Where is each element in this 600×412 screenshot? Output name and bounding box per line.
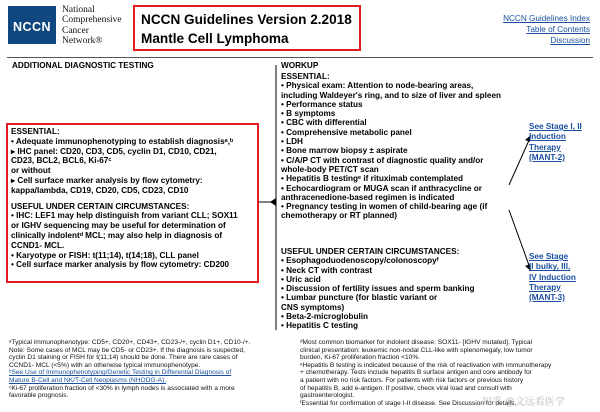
table-of-contents-link[interactable]: Table of Contents <box>526 25 590 34</box>
org-name-line: Network® <box>62 35 103 46</box>
footnote-link-nhodg[interactable]: Mature B-Cell and NK/T-Cell Neoplasms (NHODG-A). <box>9 376 167 384</box>
testing-line: • Cell surface marker analysis by flow cytometry: CD200 <box>11 260 230 270</box>
guideline-disease-title: Mantle Cell Lymphoma <box>141 31 289 46</box>
workup-item: • Hepatitis B testingᵉ if rituximab contemplated <box>281 174 463 184</box>
testing-line: ▸ Cell surface marker analysis by flow cytometry: <box>11 175 203 185</box>
workup-item: • Discussion of fertility issues and sperm banking <box>281 284 475 294</box>
additional-testing-heading: ADDITIONAL DIAGNOSTIC TESTING <box>12 61 154 70</box>
footnote-line: ᶠEssential for confirmation of stage I-II disease. See Discussion for details. <box>300 399 517 407</box>
stage-link-line[interactable]: Therapy <box>529 282 561 292</box>
arrow-to-stage-2 <box>509 210 530 268</box>
stage-link-line[interactable]: (MANT-3) <box>529 293 565 303</box>
workup-item: • Performance status <box>281 99 363 109</box>
stage-link-line[interactable]: Induction <box>529 132 566 142</box>
testing-line: • IHC: LEF1 may help distinguish from variant CLL; SOX11 <box>11 211 238 221</box>
org-name-line: Cancer <box>62 25 89 36</box>
footnote-line: favorable prognosis. <box>9 392 69 400</box>
footnote-line: CCND1- MCL (<5%) with an otherwise typical immunophenotype. <box>9 361 201 369</box>
workup-item: • LDH <box>281 137 303 147</box>
stage-link-line[interactable]: IV Induction <box>529 272 576 282</box>
guideline-version-title: NCCN Guidelines Version 2.2018 <box>141 12 352 27</box>
testing-line: or IGHV sequencing may be useful for determination of <box>11 221 226 231</box>
workup-item: whole-body PET/CT scan <box>281 164 379 174</box>
zhihu-watermark: 知乎 @文远看医学 <box>482 397 565 408</box>
workup-item: • Comprehensive metabolic panel <box>281 127 412 137</box>
workup-item: • C/A/P CT with contrast of diagnostic quality and/or <box>281 155 484 165</box>
workup-useful-heading: USEFUL UNDER CERTAIN CIRCUMSTANCES: <box>281 247 460 256</box>
nccn-logo-text: NCCN <box>12 20 52 34</box>
workup-heading: WORKUP <box>281 61 319 70</box>
workup-item: • Uric acid <box>281 274 321 284</box>
org-name-line: Comprehensive <box>62 15 122 26</box>
stage-1-2-induction-link[interactable] <box>529 122 582 163</box>
arrow-head <box>270 198 276 206</box>
footnote-line: ᵃTypical immunophenotype: CD5+, CD20+, CD43+, CD23-/+, cyclin D1+, CD10-/+. <box>9 339 251 346</box>
discussion-link[interactable]: Discussion <box>550 36 590 45</box>
stage-bulky-3-4-induction-link[interactable] <box>529 252 576 303</box>
testing-line: kappa/lambda, CD19, CD20, CD5, CD23, CD10 <box>11 185 189 195</box>
testing-line: clinically indolentᵈ MCL; may also help in diagnosis of <box>11 230 223 240</box>
workup-item: • Esophagoduodenoscopy/colonoscopyᶠ <box>281 256 439 266</box>
stage-link-line[interactable]: See Stage <box>529 252 569 261</box>
workup-item: • B symptoms <box>281 109 336 119</box>
workup-item: • Neck CT with contrast <box>281 265 373 275</box>
footnote-line: cyclin D1 staining or FISH for t(11;14) should be done. There are rare cases of <box>9 354 238 362</box>
arrow-to-stage-1 <box>509 138 530 185</box>
org-name-line: National <box>62 5 95 15</box>
workup-item: • Beta-2-microglobulin <box>281 312 369 322</box>
essential-heading: ESSENTIAL: <box>11 127 60 136</box>
workup-item: • Bone marrow biopsy ± aspirate <box>281 146 408 156</box>
workup-essential-heading: ESSENTIAL: <box>281 72 330 81</box>
workup-item: chemotherapy or RT planned) <box>281 211 398 221</box>
footnote-line: ᵉHepatitis B testing is indicated because of the risk of reactivation with immunotherapy <box>300 361 552 369</box>
footnote-link-nhodg[interactable]: ᵇSee Use of Immunophenotyping/Genetic Testing in Differential Diagnosis of <box>9 369 232 377</box>
workup-item: • Lumbar puncture (for blastic variant or <box>281 293 438 303</box>
workup-item: • Echocardiogram or MUGA scan if anthracycline or <box>281 183 482 193</box>
footnote-line: Note: Some cases of MCL may be CD5- or CD23+. If the diagnosis is suspected, <box>9 346 245 354</box>
workup-item: • Physical exam: Attention to node-bearing areas, <box>281 81 474 91</box>
workup-useful <box>281 247 475 331</box>
testing-line: • Karyotype or FISH: t(11;14), t(14;18), CLL panel <box>11 250 199 260</box>
testing-line: CCND1- MCL. <box>11 240 65 250</box>
footnote-line: burden, Ki-67 proliferation fraction <10%. <box>300 354 421 362</box>
footnote-line: clinical presentation: leukemic non-nodal CLL-like with splenomegaly, low tumor <box>300 346 533 354</box>
stage-link-line[interactable]: Therapy <box>529 142 561 152</box>
workup-item: • CBC with differential <box>281 118 367 128</box>
workup-item: • Pregnancy testing in women of child-bearing age (if <box>281 202 488 212</box>
stage-link-line[interactable]: (MANT-2) <box>529 152 565 162</box>
workup-item: CNS symptoms) <box>281 302 345 312</box>
footnotes-left <box>9 339 250 400</box>
workup-item: including Waldeyer's ring, and to size of liver and spleen <box>281 90 502 100</box>
workup-item: • Hepatitis C testing <box>281 321 359 331</box>
testing-line: CD23, BCL2, BCL6, Ki-67ᶜ <box>11 156 112 166</box>
footnote-line: of hepatitis B, add e-antigen. If positive, check viral load and consult with <box>300 384 512 392</box>
guidelines-index-link[interactable]: NCCN Guidelines Index <box>503 14 590 23</box>
stage-link-line[interactable]: II bulky, III, <box>529 262 571 272</box>
workup-essential <box>281 72 501 221</box>
footnote-line: ᶜKi-67 proliferation fraction of <30% in lymph nodes is associated with a more <box>9 384 235 392</box>
testing-line: • Adequate immunophenotyping to establish diagnosisᵃ,ᵇ <box>11 136 234 146</box>
workup-item: anthracenedione-based regimen is indicated <box>281 192 455 202</box>
footnote-line: ᵈMost common biomarker for indolent disease: SOX11- [IGHV mutated]. Typical <box>300 339 533 346</box>
footnote-line: + chemotherapy. Tests include hepatitis B surface antigen and core antibody for <box>300 369 532 377</box>
useful-heading: USEFUL UNDER CERTAIN CIRCUMSTANCES: <box>11 201 190 211</box>
testing-line: or without <box>11 166 51 176</box>
footnote-line: gastroenterologist. <box>300 392 355 400</box>
testing-line: ▸ IHC panel: CD20, CD3, CD5, cyclin D1, CD10, CD21, <box>11 146 217 156</box>
footnote-line: a patient with no risk factors. For patients with risk factors or previous history <box>300 376 524 384</box>
stage-link-line[interactable]: See Stage I, II <box>529 122 582 131</box>
